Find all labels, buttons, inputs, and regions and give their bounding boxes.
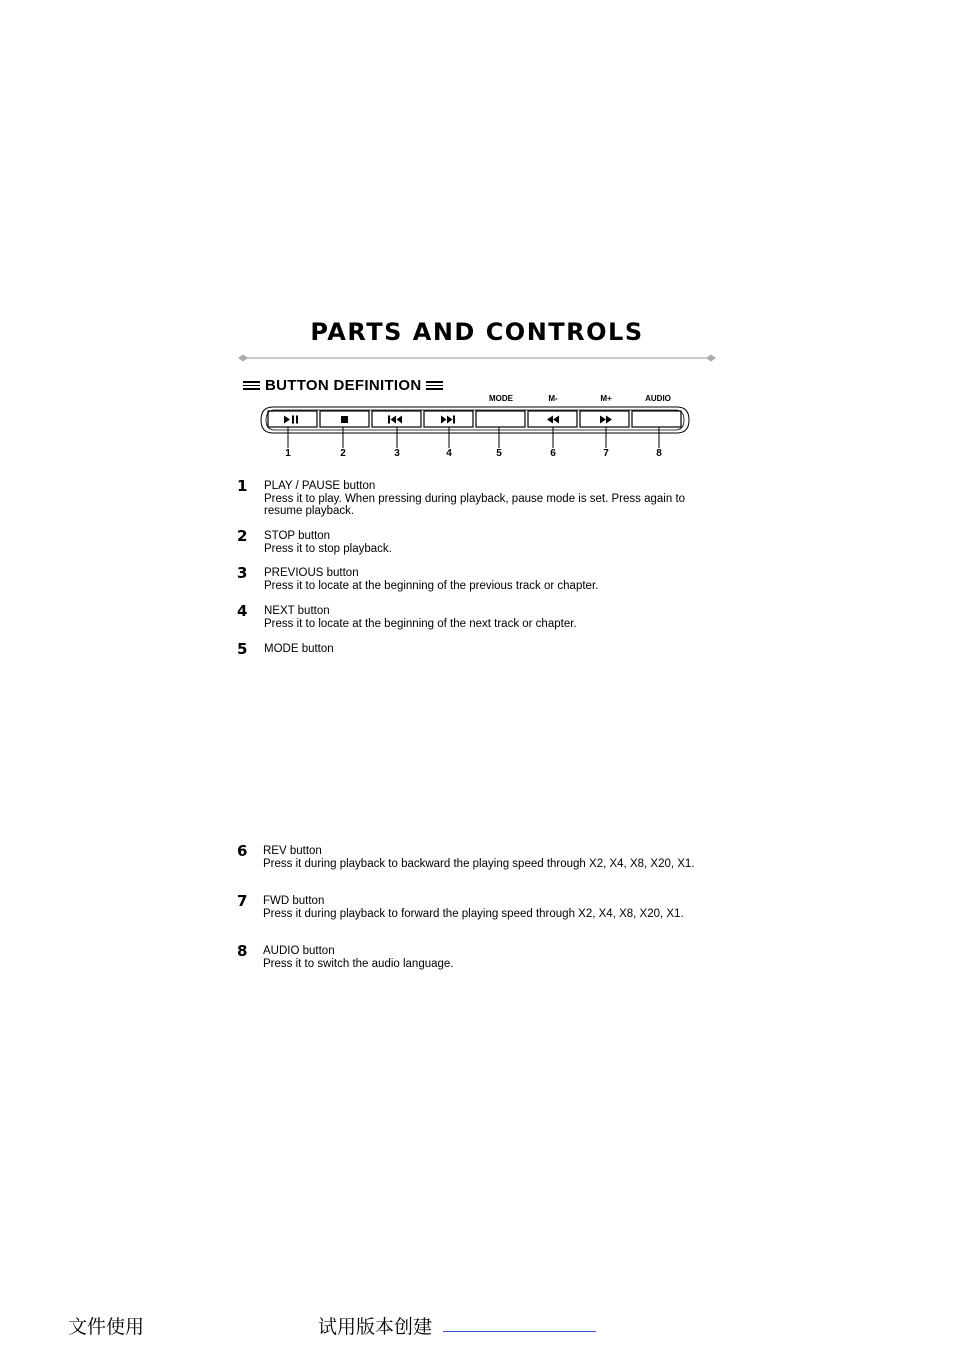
item-title: STOP button xyxy=(264,530,331,542)
item-title: PREVIOUS button xyxy=(264,567,359,579)
next-icon xyxy=(441,416,455,424)
item-title: PLAY / PAUSE button xyxy=(264,480,376,492)
item-description: Press it during playback to forward the playing speed through X2, X4, X8, X20, X1. xyxy=(263,907,684,920)
section-title: BUTTON DEFINITION xyxy=(265,377,422,394)
rewind-icon xyxy=(547,416,559,424)
item-description: Press it to locate at the beginning of the previous track or chapter. xyxy=(264,579,599,592)
panel-number-5: 5 xyxy=(496,448,502,459)
fast-forward-icon xyxy=(600,416,612,424)
footer-link[interactable] xyxy=(443,1331,596,1332)
item-number: 6 xyxy=(237,842,248,860)
footer-left-text: 文件使用 xyxy=(68,1316,145,1338)
panel-number-4: 4 xyxy=(446,448,452,459)
panel-label-audio: AUDIO xyxy=(645,394,671,403)
item-number: 3 xyxy=(237,564,248,582)
panel-label-m-plus: M+ xyxy=(600,394,612,403)
section-header xyxy=(243,377,443,394)
control-panel-diagram xyxy=(255,400,695,470)
panel-label-mode: MODE xyxy=(489,394,513,403)
panel-number-2: 2 xyxy=(340,448,346,459)
item-title: MODE button xyxy=(264,643,334,655)
stop-icon xyxy=(341,416,348,423)
item-number: 5 xyxy=(237,640,248,658)
panel-number-6: 6 xyxy=(550,448,556,459)
item-description: Press it to locate at the beginning of the next track or chapter. xyxy=(264,617,577,630)
item-title: AUDIO button xyxy=(263,945,335,957)
previous-icon xyxy=(388,416,402,424)
item-description: Press it during playback to backward the playing speed through X2, X4, X8, X20, X1. xyxy=(263,857,695,870)
item-description: Press it to stop playback. xyxy=(264,542,392,555)
item-number: 8 xyxy=(237,942,248,960)
section-bars-left-icon xyxy=(243,379,260,392)
play-pause-icon xyxy=(284,416,298,424)
panel-number-3: 3 xyxy=(394,448,400,459)
panel-number-7: 7 xyxy=(603,448,609,459)
item-title: NEXT button xyxy=(264,605,330,617)
footer-right-text: 试用版本创建 xyxy=(318,1316,433,1338)
item-number: 2 xyxy=(237,527,248,545)
item-description: Press it to switch the audio language. xyxy=(263,957,454,970)
item-description: Press it to play. When pressing during playback, pause mode is set. Press again to resume playback. xyxy=(264,492,686,518)
title-divider xyxy=(237,352,717,364)
item-number: 4 xyxy=(237,602,248,620)
item-title: REV button xyxy=(263,845,322,857)
page-title: PARTS AND CONTROLS xyxy=(310,318,644,346)
item-number: 7 xyxy=(237,892,248,910)
item-title: FWD button xyxy=(263,895,325,907)
panel-label-m-minus: M- xyxy=(548,394,558,403)
section-bars-right-icon xyxy=(426,379,443,392)
panel-number-1: 1 xyxy=(285,448,291,459)
panel-number-8: 8 xyxy=(656,448,662,459)
item-number: 1 xyxy=(237,477,248,495)
